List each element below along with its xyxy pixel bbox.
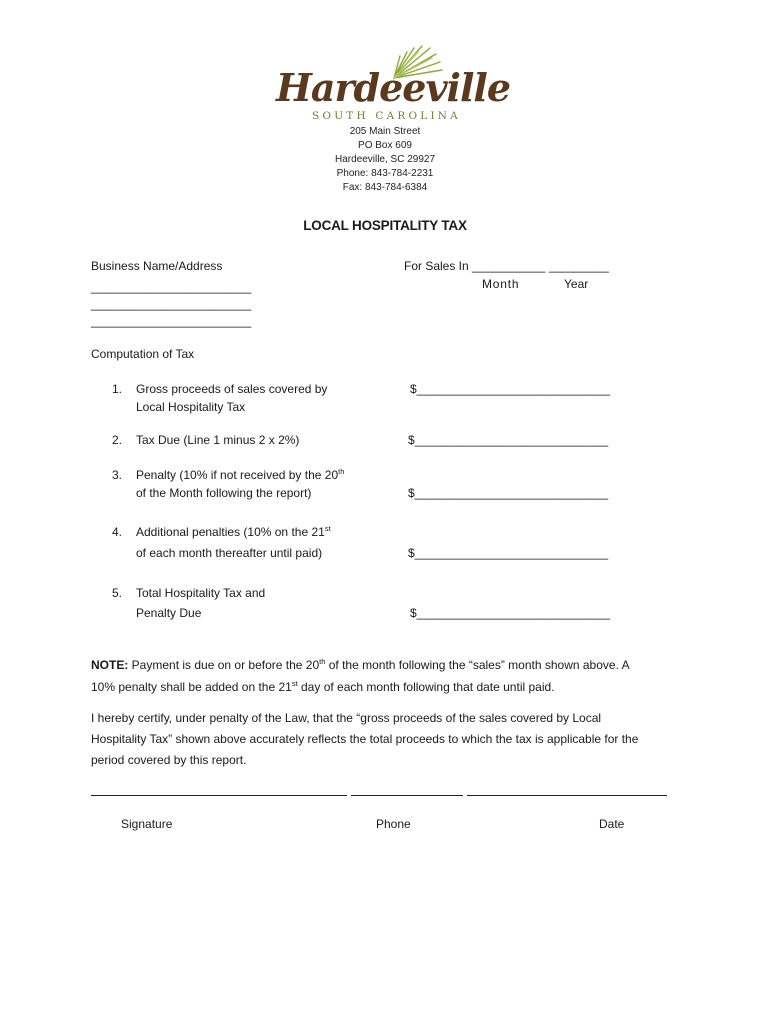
item-4-line-2: of each month thereafter until paid) <box>136 546 323 560</box>
item-number-1: 1. <box>112 382 123 396</box>
additional-penalties-amount-field[interactable]: $_____________________________ <box>408 546 609 560</box>
item-4-superscript: st <box>324 524 331 533</box>
certification-line-1: I hereby certify, under penalty of the Law, that the “gross proceeds of the sales covered by Local <box>91 711 602 725</box>
phone-label: Phone <box>376 817 411 831</box>
signature-line[interactable] <box>91 795 347 796</box>
logo-wordmark: Hardeeville <box>276 65 511 110</box>
note-text-a: Payment is due on or before the 20 <box>128 658 320 672</box>
note-sup-a: th <box>319 657 326 666</box>
item-3-line-2: of the Month following the report) <box>136 486 312 500</box>
address-street: 205 Main Street <box>349 126 421 137</box>
tax-due-amount-field[interactable]: $_____________________________ <box>408 433 609 447</box>
certification-paragraph <box>91 708 711 771</box>
business-line-3[interactable]: ________________________ <box>91 314 252 328</box>
note-text-d: day of each month following that date until paid. <box>297 680 555 694</box>
hardeeville-logo <box>272 44 511 126</box>
business-line-1[interactable]: ________________________ <box>91 280 252 294</box>
item-1-line-1: Gross proceeds of sales covered by <box>136 382 328 396</box>
penalty-amount-field[interactable]: $_____________________________ <box>408 486 609 500</box>
date-label: Date <box>599 817 625 831</box>
business-name-label: Business Name/Address <box>91 259 223 273</box>
business-line-2[interactable]: ________________________ <box>91 297 252 311</box>
year-label: Year <box>564 277 589 291</box>
note-text-b: of the month following the “sales” month shown above. A <box>325 658 630 672</box>
item-3-line-1 <box>136 468 344 482</box>
item-5-line-2: Penalty Due <box>136 606 202 620</box>
certification-line-2: Hospitality Tax” shown above accurately reflects the total proceeds to which the tax is applicable for the <box>91 732 639 746</box>
note-sup-b: st <box>291 679 298 688</box>
item-number-4: 4. <box>112 525 123 539</box>
note-line-2 <box>91 677 691 699</box>
note-text-c: 10% penalty shall be added on the 21 <box>91 680 292 694</box>
item-4-line-1 <box>136 525 331 539</box>
logo-subtext: SOUTH CAROLINA <box>312 110 461 122</box>
address-fax: Fax: 843-784-6384 <box>342 182 428 193</box>
item-3-line-1-text: Penalty (10% if not received by the 20 <box>136 468 339 482</box>
item-1-line-2: Local Hospitality Tax <box>136 400 246 414</box>
item-3-superscript: th <box>338 467 345 476</box>
item-number-2: 2. <box>112 433 123 447</box>
note-line-1 <box>91 655 691 677</box>
item-2-line-1: Tax Due (Line 1 minus 2 x 2%) <box>136 433 300 447</box>
address-phone: Phone: 843-784-2231 <box>336 168 434 179</box>
item-4-line-1-text: Additional penalties (10% on the 21 <box>136 525 325 539</box>
total-due-amount-field[interactable]: $_____________________________ <box>410 606 611 620</box>
computation-heading: Computation of Tax <box>91 347 195 361</box>
sales-period-field[interactable]: For Sales In ___________ _________ <box>404 259 609 273</box>
month-label: Month <box>482 277 520 291</box>
address-city: Hardeeville, SC 29927 <box>334 154 436 165</box>
address-po-box: PO Box 609 <box>358 140 412 151</box>
item-5-line-1: Total Hospitality Tax and <box>136 586 266 600</box>
signature-label: Signature <box>121 817 173 831</box>
item-number-3: 3. <box>112 468 123 482</box>
item-number-5: 5. <box>112 586 123 600</box>
note-paragraph <box>91 655 691 699</box>
certification-line-3: period covered by this report. <box>91 753 247 767</box>
phone-line[interactable] <box>351 795 463 796</box>
date-line[interactable] <box>467 795 667 796</box>
page-title: LOCAL HOSPITALITY TAX <box>303 218 467 233</box>
note-label: NOTE: <box>91 658 129 672</box>
gross-proceeds-amount-field[interactable]: $_____________________________ <box>410 382 611 396</box>
